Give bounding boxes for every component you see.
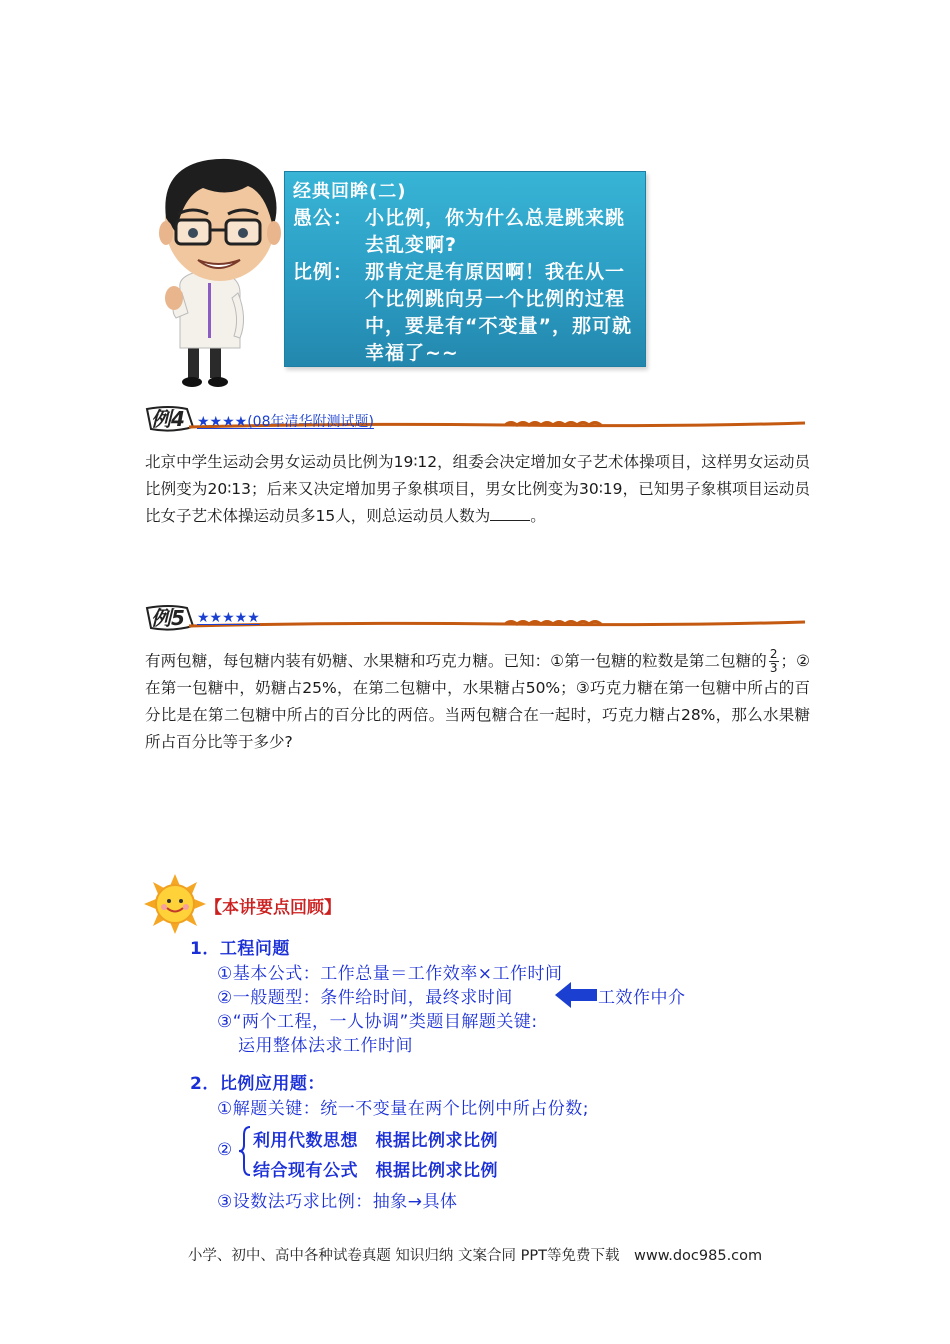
- dialog-speaker: 比例：: [293, 261, 354, 283]
- summary-section2-title: 2．比例应用题：: [190, 1074, 325, 1094]
- summary-s1-item-c2: 运用整体法求工作时间: [238, 1036, 413, 1056]
- example4-text: 北京中学生运动会男女运动员比例为19∶12，组委会决定增加女子艺术体操项目，这样男女运动员比例变为20∶13；后来又决定增加男子象棋项目，男女比例变为30∶19，已知男子象棋项目运动员比女子艺术体操运动员多15人，则总运动员人数为: [145, 453, 810, 525]
- example4-label: 例4: [151, 407, 185, 431]
- example4-tag: [197, 411, 374, 431]
- arrow-left-icon: [555, 982, 597, 1008]
- summary-s2-item-c: ③设数法巧求比例：抽象→具体: [217, 1192, 458, 1212]
- summary-title: 【本讲要点回顾】: [205, 898, 341, 918]
- dialog-text: 小比例，你为什么总是跳来跳去乱变啊?: [365, 207, 626, 256]
- page-footer: 小学、初中、高中各种试卷真题 知识归纳 文案合同 PPT等免费下载 www.doc985.com: [187, 1248, 763, 1264]
- summary-section1-title: 1．工程问题: [190, 939, 290, 959]
- fraction: [769, 648, 779, 675]
- example5-body: [145, 648, 810, 756]
- example5-text-2: ；②在第一包糖中，奶糖占25%，在第二包糖中，水果糖占50%；③巧克力糖在第一包糖中所占的百分比是在第二包糖中所占的百分比的两倍。当两包糖合在一起时，巧克力糖占28%，那么水果糖所占百分比等于多少?: [145, 652, 810, 751]
- teacher-cartoon: [148, 148, 283, 388]
- fraction-denominator: 3: [769, 661, 778, 675]
- sun-icon: [144, 874, 206, 934]
- example4-end: 。: [530, 507, 546, 525]
- dialog-speaker: 愚公：: [293, 207, 354, 229]
- summary-s2-item-b2: 结合现有公式 根据比例求比例: [253, 1161, 498, 1181]
- brace-icon: [238, 1125, 252, 1177]
- dialog-line-yugong: [293, 205, 635, 259]
- fraction-numerator: 2: [769, 647, 778, 661]
- summary-s1-item-c: ③“两个工程，一人协调”类题目解题关键:: [217, 1012, 538, 1032]
- example4-header: [145, 405, 810, 435]
- example4-body: [145, 449, 810, 530]
- summary-s2-item-b-number: ②: [217, 1140, 233, 1160]
- example5-tag: [197, 610, 260, 626]
- example5-text-1: 有两包糖，每包糖内装有奶糖、水果糖和巧克力糖。已知：①第一包糖的粒数是第二包糖的: [145, 652, 767, 670]
- summary-s2-item-b1: 利用代数思想 根据比例求比例: [253, 1131, 498, 1151]
- summary-s2-item-a: ①解题关键：统一不变量在两个比例中所占份数;: [217, 1099, 589, 1119]
- example5-header: [145, 604, 810, 634]
- summary-s1-item-a: ①基本公式：工作总量＝工作效率×工作时间: [217, 964, 563, 984]
- dialog-text: 那肯定是有原因啊！我在从一个比例跳向另一个比例的过程中，要是有“不变量”，那可就幸福了~~: [365, 261, 632, 364]
- example4-stars: ★★★★: [197, 414, 248, 430]
- summary-s1-arrow-text: 工效作中介: [598, 988, 686, 1008]
- example5-stars: ★★★★★: [197, 610, 260, 626]
- dialog-box: [284, 171, 646, 367]
- example4-source: (08年清华附测试题): [247, 414, 374, 430]
- dialog-line-bili: [293, 259, 635, 367]
- answer-blank: [490, 506, 530, 521]
- example5-label: 例5: [151, 606, 185, 630]
- summary-s1-item-b: ②一般题型：条件给时间，最终求时间: [217, 988, 513, 1008]
- dialog-title: 经典回眸(二): [293, 181, 407, 202]
